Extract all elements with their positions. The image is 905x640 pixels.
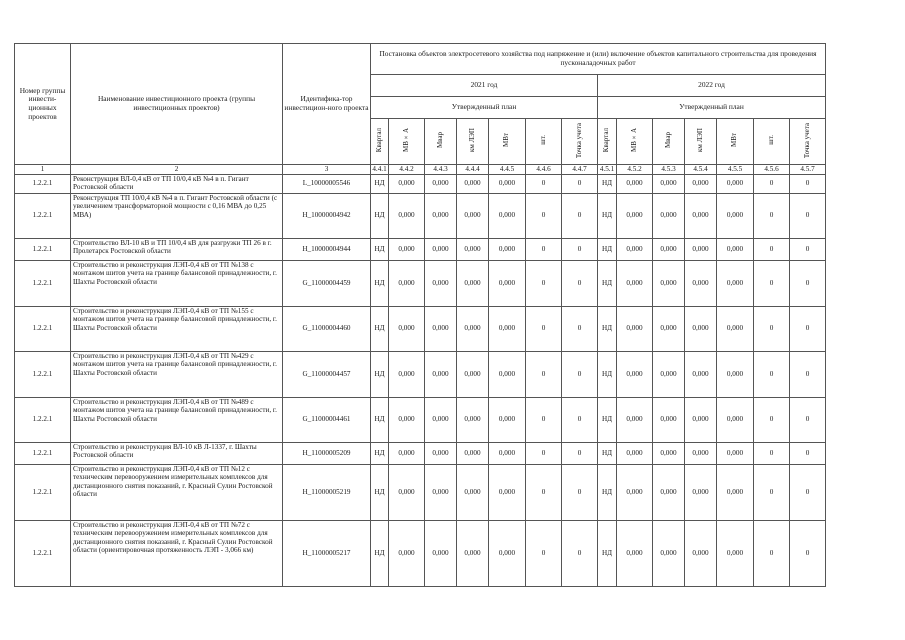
group-number-cell: 1.2.2.1 (15, 464, 71, 520)
value-cell: 0,000 (457, 397, 489, 442)
project-name-cell: Строительство и реконструкция ВЛ-10 кВ Л-1337, г. Шахты Ростовской области (71, 442, 283, 464)
value-cell: 0,000 (457, 306, 489, 351)
value-cell: 0,000 (489, 351, 526, 397)
value-cell: 0 (526, 351, 562, 397)
group-number-cell: 1.2.2.1 (15, 442, 71, 464)
value-cell: НД (598, 193, 617, 238)
value-cell: 0 (754, 306, 790, 351)
value-cell: 0,000 (617, 351, 653, 397)
value-cell: 0,000 (717, 306, 754, 351)
value-cell: 0,000 (653, 238, 685, 260)
value-cell: 0,000 (425, 174, 457, 193)
group-number-cell: 1.2.2.1 (15, 351, 71, 397)
value-cell: 0 (790, 174, 826, 193)
table-row (15, 464, 826, 520)
value-cell: 0 (562, 351, 598, 397)
value-cell: 0 (562, 193, 598, 238)
value-cell: 0,000 (653, 193, 685, 238)
value-cell: 0,000 (489, 464, 526, 520)
value-cell: 0,000 (425, 351, 457, 397)
value-cell: 0,000 (389, 193, 425, 238)
value-cell: 0,000 (425, 442, 457, 464)
value-cell: 0 (754, 520, 790, 586)
value-cell: 0,000 (489, 397, 526, 442)
col-number: 4.5.2 (617, 165, 653, 175)
value-cell: 0 (526, 520, 562, 586)
value-cell: 0 (526, 306, 562, 351)
value-cell: 0 (790, 351, 826, 397)
col-number: 3 (283, 165, 371, 175)
value-cell: 0 (526, 464, 562, 520)
col-number: 4.5.1 (598, 165, 617, 175)
header-year-2022: 2022 год (598, 75, 826, 97)
value-cell: НД (371, 397, 389, 442)
col-number: 2 (71, 165, 283, 175)
investment-table (14, 43, 826, 587)
project-name-cell: Строительство и реконструкция ЛЭП-0,4 кВ от ТП №12 с техническим перевооружением измерительных комплексов для дистанционного снятия показаний, г. Красный Сулин Ростовской области (71, 464, 283, 520)
col-number: 4.5.5 (717, 165, 754, 175)
subcol-meter-2021: Точка учета (562, 119, 598, 165)
value-cell: НД (598, 351, 617, 397)
project-id-cell: H_11000005217 (283, 520, 371, 586)
value-cell: НД (598, 306, 617, 351)
value-cell: 0 (526, 442, 562, 464)
value-cell: 0 (562, 520, 598, 586)
value-cell: 0 (790, 306, 826, 351)
value-cell: НД (598, 397, 617, 442)
project-name-cell: Строительство и реконструкция ЛЭП-0,4 кВ от ТП №138 с монтажом шитов учета на границе балансовой принадлежности, г. Шахты Ростовской области (71, 260, 283, 306)
project-name-cell: Строительство и реконструкция ЛЭП-0,4 кВ от ТП №72 с техническим перевооружением измерительных комплексов для дистанционного снятия показаний, г. Красный Сулин Ростовской области (ориентировочная протяженность ЛЭП - 3,066 км) (71, 520, 283, 586)
value-cell: 0,000 (617, 238, 653, 260)
group-number-cell: 1.2.2.1 (15, 520, 71, 586)
value-cell: НД (371, 351, 389, 397)
value-cell: 0,000 (717, 260, 754, 306)
value-cell: 0,000 (617, 174, 653, 193)
col-number: 4.5.7 (790, 165, 826, 175)
value-cell: 0 (754, 464, 790, 520)
header-main-title: Постановка объектов электросетевого хозяйства под напряжение и (или) включение объектов капитального строительства для проведения пусконаладочных работ (371, 44, 826, 75)
value-cell: 0,000 (425, 238, 457, 260)
project-id-cell: H_10000004942 (283, 193, 371, 238)
project-name-cell: Строительство ВЛ-10 кВ и ТП 10/0,4 кВ для разгрузки ТП 26 в г. Пролетарск Ростовской области (71, 238, 283, 260)
table-row (15, 193, 826, 238)
value-cell: НД (371, 442, 389, 464)
table-body (15, 174, 826, 586)
value-cell: 0,000 (389, 464, 425, 520)
value-cell: 0,000 (653, 397, 685, 442)
value-cell: 0,000 (617, 520, 653, 586)
value-cell: 0,000 (685, 174, 717, 193)
table-row (15, 174, 826, 193)
header-approved-plan-2022: Утвержденный план (598, 97, 826, 119)
subcol-pcs-2021: шт. (526, 119, 562, 165)
project-name-cell: Строительство и реконструкция ЛЭП-0,4 кВ от ТП №429 с монтажом шитов учета на границе балансовой принадлежности, г. Шахты Ростовской области (71, 351, 283, 397)
table-row (15, 397, 826, 442)
group-number-cell: 1.2.2.1 (15, 174, 71, 193)
header-year-2021: 2021 год (371, 75, 598, 97)
project-id-cell: G_11000004459 (283, 260, 371, 306)
subcol-mvar-2022: Мвар (653, 119, 685, 165)
subcol-quarter-2022: Квартал (598, 119, 617, 165)
value-cell: 0 (754, 442, 790, 464)
subcol-mvar-2021: Мвар (425, 119, 457, 165)
value-cell: 0,000 (653, 306, 685, 351)
value-cell: 0,000 (389, 520, 425, 586)
value-cell: 0,000 (717, 193, 754, 238)
value-cell: 0,000 (717, 442, 754, 464)
value-cell: 0 (562, 306, 598, 351)
value-cell: 0 (526, 174, 562, 193)
project-id-cell: G_11000004460 (283, 306, 371, 351)
subcol-mw-2022: МВт (717, 119, 754, 165)
value-cell: 0 (754, 238, 790, 260)
col-number: 4.5.3 (653, 165, 685, 175)
value-cell: 0 (754, 260, 790, 306)
col-number: 1 (15, 165, 71, 175)
value-cell: 0 (790, 442, 826, 464)
table-row (15, 238, 826, 260)
value-cell: НД (371, 193, 389, 238)
value-cell: 0 (754, 174, 790, 193)
value-cell: 0,000 (389, 442, 425, 464)
col-number: 4.4.6 (526, 165, 562, 175)
subcol-pcs-2022: шт. (754, 119, 790, 165)
col-number: 4.4.7 (562, 165, 598, 175)
value-cell: 0,000 (489, 174, 526, 193)
value-cell: 0,000 (685, 238, 717, 260)
value-cell: 0 (562, 174, 598, 193)
table-row (15, 260, 826, 306)
col-number: 4.4.3 (425, 165, 457, 175)
group-number-cell: 1.2.2.1 (15, 306, 71, 351)
subcol-meter-2022: Точка учета (790, 119, 826, 165)
value-cell: 0,000 (717, 174, 754, 193)
value-cell: 0,000 (389, 238, 425, 260)
value-cell: 0 (790, 238, 826, 260)
value-cell: 0,000 (425, 306, 457, 351)
value-cell: 0,000 (717, 238, 754, 260)
col-number: 4.4.2 (389, 165, 425, 175)
group-number-cell: 1.2.2.1 (15, 238, 71, 260)
col-number: 4.4.1 (372, 165, 387, 173)
value-cell: 0,000 (489, 442, 526, 464)
value-cell: 0,000 (425, 464, 457, 520)
value-cell: НД (598, 238, 617, 260)
header-project-name: Наименование инвестиционного проекта (группы инвестиционных проектов) (71, 44, 283, 165)
value-cell: 0,000 (489, 306, 526, 351)
value-cell: 0,000 (617, 306, 653, 351)
value-cell: 0 (562, 464, 598, 520)
header-approved-plan-2021: Утвержденный план (371, 97, 598, 119)
header-group-no: Номер группы инвести-ционных проектов (15, 44, 71, 165)
table-row (15, 520, 826, 586)
project-id-cell: H_11000005219 (283, 464, 371, 520)
value-cell: 0,000 (457, 442, 489, 464)
value-cell: 0 (790, 520, 826, 586)
value-cell: 0,000 (457, 260, 489, 306)
value-cell: 0,000 (425, 193, 457, 238)
value-cell: 0,000 (457, 520, 489, 586)
value-cell: 0,000 (653, 442, 685, 464)
value-cell: 0 (562, 397, 598, 442)
value-cell: 0,000 (653, 351, 685, 397)
subcol-km-2022: км ЛЭП (685, 119, 717, 165)
value-cell: 0,000 (717, 351, 754, 397)
value-cell: 0,000 (489, 193, 526, 238)
group-number-cell: 1.2.2.1 (15, 397, 71, 442)
value-cell: 0 (526, 238, 562, 260)
value-cell: 0,000 (389, 351, 425, 397)
value-cell: 0,000 (617, 193, 653, 238)
value-cell: 0,000 (457, 464, 489, 520)
value-cell: 0 (754, 193, 790, 238)
project-id-cell: L_10000005546 (283, 174, 371, 193)
table-row (15, 442, 826, 464)
value-cell: 0,000 (389, 260, 425, 306)
value-cell: 0 (790, 260, 826, 306)
value-cell: НД (371, 464, 389, 520)
value-cell: НД (371, 520, 389, 586)
value-cell: 0,000 (425, 260, 457, 306)
value-cell: 0,000 (685, 520, 717, 586)
value-cell: 0,000 (685, 442, 717, 464)
value-cell: 0,000 (425, 397, 457, 442)
value-cell: НД (598, 260, 617, 306)
group-number-cell: 1.2.2.1 (15, 260, 71, 306)
project-name-cell: Строительство и реконструкция ЛЭП-0,4 кВ от ТП №489 с монтажом шитов учета на границе балансовой принадлежности, г. Шахты Ростовской области (71, 397, 283, 442)
value-cell: 0 (754, 397, 790, 442)
value-cell: 0,000 (685, 464, 717, 520)
value-cell: 0 (562, 260, 598, 306)
col-number: 4.4.4 (457, 165, 489, 175)
col-number: 4.5.6 (754, 165, 790, 175)
value-cell: 0,000 (717, 464, 754, 520)
subcol-mw-2021: МВт (489, 119, 526, 165)
subcol-mva-2022: МВ×А (617, 119, 653, 165)
header-identifier: Идентифика-тор инвестицион-ного проекта (283, 44, 371, 165)
value-cell: 0,000 (617, 260, 653, 306)
value-cell: 0,000 (489, 260, 526, 306)
value-cell: 0,000 (653, 174, 685, 193)
value-cell: НД (598, 520, 617, 586)
value-cell: 0,000 (457, 193, 489, 238)
value-cell: 0,000 (685, 351, 717, 397)
subcol-quarter-2021: Квартал (371, 119, 389, 165)
value-cell: НД (598, 464, 617, 520)
value-cell: 0 (562, 238, 598, 260)
subcol-mva-2021: МВ×А (389, 119, 425, 165)
value-cell: НД (598, 442, 617, 464)
value-cell: 0,000 (653, 260, 685, 306)
value-cell: 0,000 (685, 193, 717, 238)
value-cell: НД (371, 174, 389, 193)
project-name-cell: Реконструкция ВЛ-0,4 кВ от ТП 10/0,4 кВ №4 в п. Гигант Ростовской области (71, 174, 283, 193)
value-cell: НД (598, 174, 617, 193)
value-cell: 0,000 (617, 464, 653, 520)
value-cell: 0,000 (489, 520, 526, 586)
value-cell: 0,000 (653, 520, 685, 586)
value-cell: 0,000 (717, 520, 754, 586)
value-cell: 0 (562, 442, 598, 464)
value-cell: 0,000 (457, 351, 489, 397)
project-name-cell: Реконструкция ТП 10/0,4 кВ №4 в п. Гигант Ростовской области (с увеличением трансформаторной мощности с 0,16 МВА до 0,25 МВА) (71, 193, 283, 238)
project-id-cell: H_10000004944 (283, 238, 371, 260)
value-cell: 0,000 (457, 174, 489, 193)
col-number: 4.5.4 (685, 165, 717, 175)
project-id-cell: G_11000004461 (283, 397, 371, 442)
table-row (15, 306, 826, 351)
value-cell: 0 (526, 397, 562, 442)
column-number-row (15, 165, 826, 175)
value-cell: 0,000 (389, 306, 425, 351)
value-cell: 0 (526, 193, 562, 238)
project-id-cell: H_11000005209 (283, 442, 371, 464)
value-cell: 0,000 (489, 238, 526, 260)
value-cell: 0,000 (685, 397, 717, 442)
value-cell: 0 (790, 397, 826, 442)
value-cell: НД (371, 238, 389, 260)
value-cell: 0,000 (685, 260, 717, 306)
value-cell: 0 (526, 260, 562, 306)
value-cell: 0,000 (389, 174, 425, 193)
value-cell: 0,000 (717, 397, 754, 442)
project-name-cell: Строительство и реконструкция ЛЭП-0,4 кВ от ТП №155 с монтажом шитов учета на границе балансовой принадлежности, г. Шахты Ростовской области (71, 306, 283, 351)
value-cell: 0,000 (425, 520, 457, 586)
value-cell: 0,000 (617, 442, 653, 464)
project-id-cell: G_11000004457 (283, 351, 371, 397)
investment-table-sheet (14, 43, 826, 587)
value-cell: 0 (790, 193, 826, 238)
value-cell: 0,000 (685, 306, 717, 351)
value-cell: 0,000 (389, 397, 425, 442)
group-number-cell: 1.2.2.1 (15, 193, 71, 238)
subcol-km-2021: км ЛЭП (457, 119, 489, 165)
value-cell: 0,000 (653, 464, 685, 520)
value-cell: 0 (754, 351, 790, 397)
value-cell: 0,000 (457, 238, 489, 260)
value-cell: НД (371, 260, 389, 306)
col-number: 4.4.5 (489, 165, 526, 175)
value-cell: 0,000 (617, 397, 653, 442)
value-cell: НД (371, 306, 389, 351)
value-cell: 0 (790, 464, 826, 520)
table-row (15, 351, 826, 397)
